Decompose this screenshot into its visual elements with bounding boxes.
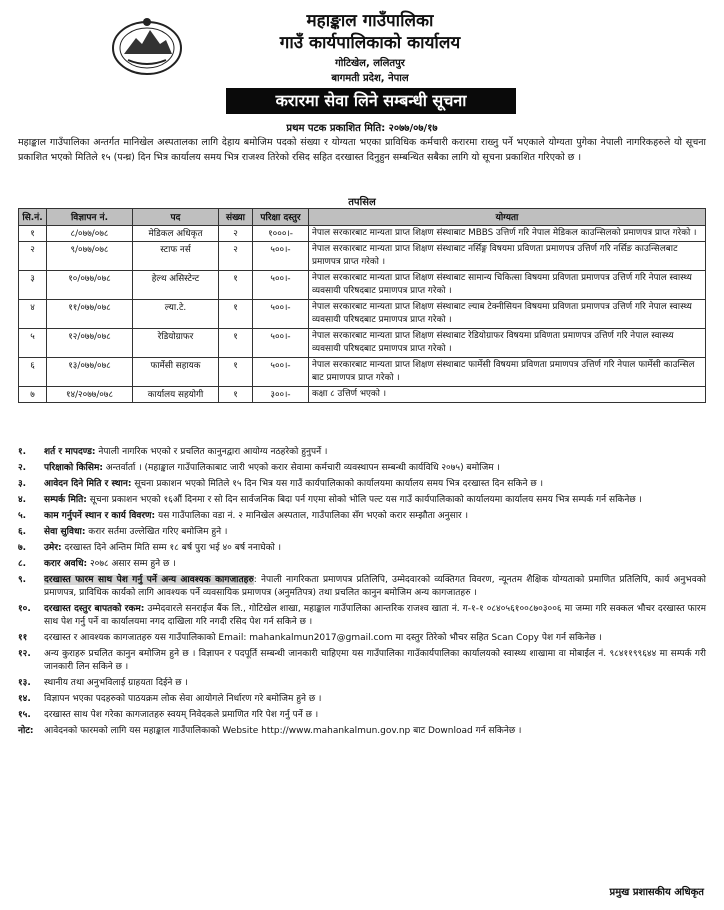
cell-fee: ५००।- [253,300,309,329]
cell-ad-no: १४/२०७७/०७८ [47,387,133,403]
clause-item [18,462,706,475]
cell-sn: ७ [19,387,47,403]
cell-count: १ [219,358,253,387]
clause-label: शर्त र मापदण्ड: [44,447,96,457]
col-header-sn: सि.नं. [19,209,47,226]
published-date: प्रथम पटक प्रकाशित मिति: २०७७/०७/१७ [286,123,438,134]
cell-post: हेल्थ असिस्टेन्ट [133,271,219,300]
clause-label: दरखास्त फारम साथ पेश गर्नु पर्ने अन्य आवश्यक कागजातहरु [44,575,254,585]
cell-count: १ [219,329,253,358]
clause-label: आवेदन दिने मिति र स्थान: [44,479,132,489]
table-row [19,226,706,242]
province-line: बागमती प्रदेश, नेपाल [331,73,409,84]
clause-number: १३. [18,678,31,688]
clause-item [18,632,706,645]
cell-sn: २ [19,242,47,271]
cell-fee: ५००।- [253,242,309,271]
cell-post: ल्या.टे. [133,300,219,329]
clause-text: दरखास्त साथ पेश गरेका कागजातहरु स्वयम् निवेदकले प्रमाणित गरि पेश गर्नु पर्ने छ । [44,710,319,720]
col-header-fee: परिक्षा दस्तुर [253,209,309,226]
clause-label: दरखास्त दस्तुर बापतको रकम: [44,604,145,614]
clause-text: : नेपाली नागरिकता प्रमाणपत्र प्रतिलिपि, उम्मेदवारको व्यक्तिगत विवरण, न्यूनतम शैक्षिक योग्यताको प्रमाणित प्रतिलिपि, कार्य अनुभवको प्रमाणपत्र, प्राविधिक कार्यको लागि आवश्यक पर्ने व्यवसायिक प्रमाणपत्र (अनुमतिपत्र) तथा प्रचलित कानुन बमोजिम अन्य कागजातहरु । [44,575,706,598]
clause-number: ८. [18,559,27,569]
clause-text: अन्तर्वार्ता । (महाङ्काल गाउँपालिकाबाट जारी भएको करार सेवामा कर्मचारी व्यवस्थापन सम्बन्धी कार्यविधि २०७५) बमोजिम । [102,463,500,473]
clause-label: परिक्षाको किसिम: [44,463,103,473]
cell-count: २ [219,242,253,271]
note-item [18,725,706,738]
clause-item [18,709,706,722]
clause-number: ४. [18,495,27,505]
clause-item [18,693,706,706]
clause-text: अन्य कुराहरु प्रचलित कानुन बमोजिम हुने छ । विज्ञापन र पदपूर्ति सम्बन्धी जानकारी चाहिएमा यस गाउँपालिका गाउँकार्यपालिका कार्यालयको स्वास्थ्य शाखामा वा मोबाईल नं. ९८४११९९६४४ मा सम्पर्क गरी जानकारी लिन सकिने छ । [44,649,706,672]
clause-text: सूचना प्रकाशन भएको १६औं दिनमा र सो दिन सार्वजनिक बिदा पर्न गएमा सोको भोलि पल्ट यस गाउँ कार्यपालिकाको कार्यालयमा कार्यालय समय भित्र सम्पर्क गर्न सकिनेछ । [86,495,642,505]
cell-qualification: नेपाल सरकारबाट मान्यता प्राप्त शिक्षण संस्थाबाट ल्याब टेक्नीसियन विषयमा प्रविणता प्रमाणपत्र उत्तिर्ण गरि नेपाल स्वास्थ्य व्यवसायी परिषदबाट प्रमाणपत्र प्राप्त गरेको । [309,300,706,329]
signatory-title: प्रमुख प्रशासकीय अधिकृत [609,887,704,898]
clause-number: १. [18,447,27,457]
table-row [19,329,706,358]
cell-sn: ६ [19,358,47,387]
cell-post: कार्यालय सहयोगी [133,387,219,403]
terms-list [18,446,706,741]
col-header-qualification: योग्यता [309,209,706,226]
col-header-post: पद [133,209,219,226]
clause-text: उम्मेदवारले सनराईज बैंक लि., गोटिखेल शाखा, महाङ्काल गाउँपालिका आन्तरिक राजश्व खाता नं. ग-१-१ ०८४०५६१००८७०३००६ मा जम्मा गरि सक्कल भौचर दरखास्त फारम साथ पेश गर्नु पर्ने वा कार्यालयमा नगद दाखिला गरि नगदी रसिद पेश गर्न सकिने छ । [44,604,706,627]
clause-text: दरखास्त दिने अन्तिम मिति सम्म १८ बर्ष पुरा भई ४० बर्ष ननाघेको । [61,543,282,553]
clause-number: ७. [18,543,27,553]
cell-count: १ [219,387,253,403]
clause-label: काम गर्नुपर्ने स्थान र कार्य विवरण: [44,511,156,521]
clause-item [18,677,706,690]
clause-number: १२. [18,649,31,659]
clause-number: १४. [18,694,31,704]
office-address: गोटिखेल, ललितपुर [335,58,405,69]
cell-qualification: नेपाल सरकारबाट मान्यता प्राप्त शिक्षण संस्थाबाट MBBS उत्तिर्ण गरि नेपाल मेडिकल काउन्सिलको प्रमाणपत्र प्राप्त गरेको । [309,226,706,242]
clause-item [18,648,706,674]
clause-text: सूचना प्रकाशन भएको मितिले १५ दिन भित्र यस गाउँ कार्यपालिकाको कार्यालयमा कार्यालय समय भित्र दरखास्त दिन सकिने छ । [131,479,543,489]
clause-item [18,542,706,555]
clause-number: ५. [18,511,27,521]
cell-fee: ५००।- [253,358,309,387]
clause-number: २. [18,463,27,473]
col-header-ad-no: विज्ञापन नं. [47,209,133,226]
clause-item [18,478,706,491]
col-header-count: संख्या [219,209,253,226]
cell-post: फार्मेसी सहायक [133,358,219,387]
cell-post: रेडियोग्राफर [133,329,219,358]
cell-qualification: नेपाल सरकारबाट मान्यता प्राप्त शिक्षण संस्थाबाट नर्सिङ्ग विषयमा प्रविणता प्रमाणपत्र उत्तिर्ण गरि नर्सिङ काउन्सिलबाट प्रमाणपत्र प्राप्त गरेको । [309,242,706,271]
clause-label: उमेर: [44,543,62,553]
cell-qualification: नेपाल सरकारबाट मान्यता प्राप्त शिक्षण संस्थाबाट फार्मेसी विषयमा प्रविणता प्रमाणपत्र उत्तिर्ण गरि नेपाल फार्मेसी काउन्सिल बाट प्रमाणपत्र प्राप्त गरेको । [309,358,706,387]
cell-qualification: कक्षा ८ उत्तिर्ण भएको । [309,387,706,403]
cell-ad-no: ९/०७७/०७८ [47,242,133,271]
cell-fee: १०००।- [253,226,309,242]
clause-item [18,510,706,523]
nepal-emblem-icon [110,14,184,76]
clause-label: करार अवधि: [44,559,88,569]
cell-qualification: नेपाल सरकारबाट मान्यता प्राप्त शिक्षण संस्थाबाट रेडियोग्राफर विषयमा प्रविणता प्रमाणपत्र उत्तिर्ण गरि नेपाल स्वास्थ्य व्यवसायी परिषदबाट प्रमाणपत्र प्राप्त गरेको । [309,329,706,358]
clause-text: २०७८ असार सम्म हुने छ । [87,559,176,569]
cell-qualification: नेपाल सरकारबाट मान्यता प्राप्त शिक्षण संस्थाबाट सामान्य चिकित्सा विषयमा प्रविणता प्रमाणपत्र उत्तिर्ण गरि नेपाल स्वास्थ्य व्यवसायी परिषदबाट प्रमाणपत्र प्राप्त गरेको । [309,271,706,300]
clause-number: १०. [18,604,31,614]
clause-number: ११ [18,633,28,643]
cell-ad-no: १२/०७७/०७८ [47,329,133,358]
cell-sn: ४ [19,300,47,329]
clause-number: ३. [18,479,27,489]
note-text: आवेदनको फारमको लागि यस महाङ्काल गाउँपालिकाको Website http://www.mahankalmun.gov.np बाट Download गर्न सकिनेछ । [44,726,522,736]
cell-ad-no: ११/०७७/०७८ [47,300,133,329]
table-row [19,387,706,403]
office-name: गाउँ कार्यपालिकाको कार्यालय [279,33,461,53]
clause-number: ६. [18,527,27,537]
clause-item [18,446,706,459]
clause-number: १५. [18,710,31,720]
cell-ad-no: १३/०७७/०७८ [47,358,133,387]
table-row [19,271,706,300]
cell-sn: १ [19,226,47,242]
schedule-heading: तपसिल [348,197,376,208]
clause-item [18,494,706,507]
clause-item [18,603,706,629]
clause-item [18,574,706,600]
intro-paragraph: महाङ्काल गाउँपालिका अन्तर्गत मानिखेल अस्पतालका लागि देहाय बमोजिम पदको संख्या र योग्यता भएका प्राविधिक कर्मचारी करारमा राख्नु पर्ने भएकाले योग्यता पुगेका नेपाली नागरिकहरुले यो सूचना प्रकाशित भएको मितिले १५ (पन्ध्र) दिन भित्र कार्यालय समय भित्र राजश्व तिरेको रसिद सहित दरखास्त दिनुहुन सम्बन्धित सबैका लागि यो सूचना प्रकाशित गरिएको छ । [18,137,706,163]
clause-text: विज्ञापन भएका पदहरुको पाठयक्रम लोक सेवा आयोगले निर्धारण गरे बमोजिम हुने छ । [44,694,322,704]
clause-item [18,526,706,539]
table-header-row [19,209,706,226]
vacancy-table [18,208,706,403]
cell-fee: ५००।- [253,271,309,300]
table-row [19,300,706,329]
cell-sn: ३ [19,271,47,300]
cell-ad-no: ८/०७७/०७८ [47,226,133,242]
note-label: नोट: [18,726,34,736]
clause-label: सम्पर्क मिति: [44,495,87,505]
clause-text: करार सर्तमा उल्लेखित गरिए बमोजिम हुने । [85,527,228,537]
cell-count: २ [219,226,253,242]
cell-post: स्टाफ नर्स [133,242,219,271]
clause-number: ९. [18,575,27,585]
table-row [19,358,706,387]
table-row [19,242,706,271]
notice-title-banner: करारमा सेवा लिने सम्बन्धी सूचना [226,88,516,114]
cell-count: १ [219,300,253,329]
clause-label: सेवा सुविधा: [44,527,86,537]
clause-item [18,558,706,571]
cell-post: मेडिकल अधिकृत [133,226,219,242]
clause-text: स्थानीय तथा अनुभविलाई ग्राहयता दिईने छ । [44,678,188,688]
cell-fee: ३००।- [253,387,309,403]
cell-ad-no: १०/०७७/०७८ [47,271,133,300]
cell-sn: ५ [19,329,47,358]
clause-text: दरखास्त र आवश्यक कागजातहरु यस गाउँपालिकाको Email: mahankalmun2017@gmail.com मा दस्तुर तिरेको भौचर सहित Scan Copy पेश गर्न सकिनेछ । [44,633,602,643]
clause-text: नेपाली नागरिक भएको र प्रचलित कानुनद्वारा आयोग्य नठहरेको हुनुपर्ने । [95,447,328,457]
municipality-name: महाङ्काल गाउँपालिका [306,11,434,31]
cell-fee: ५००।- [253,329,309,358]
clause-text: यस गाउँपालिका वडा नं. २ मानिखेल अस्पताल, गाउँपालिका सँग भएको करार सम्झौता अनुसार । [155,511,469,521]
cell-count: १ [219,271,253,300]
